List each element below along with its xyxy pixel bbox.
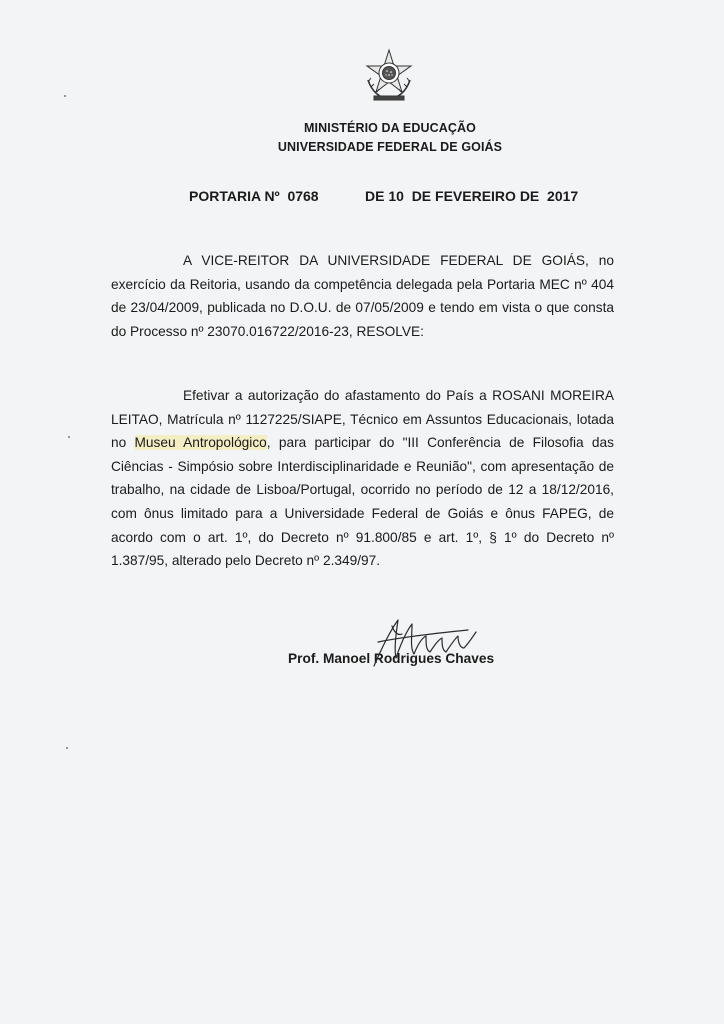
- resolution-text-part2: , para participar do "III Conferência de Filosofia das Ciências - Simpósio sobre Interdisciplinaridade e Reunião", com apresentação de trabalho, na cidade de Lisboa/Portugal, ocorrido no período de 12 a 18/12/2016, com ônus limitado para a Universidade Federal de Goiás e ônus FAPEG, de acordo com o art. 1º, do Decreto nº 91.800/85 e art. 1º, § 1º do Decreto nº 1.387/95, alterado pelo Decreto nº 2.349/97.: [111, 435, 614, 569]
- signatory-name: Prof. Manoel Rodrigues Chaves: [288, 651, 495, 666]
- scan-speck: [68, 436, 70, 438]
- portaria-number: PORTARIA Nº 0768: [189, 188, 319, 204]
- scan-speck: [64, 95, 66, 97]
- coat-of-arms-icon: [360, 46, 418, 104]
- preamble-paragraph: A VICE-REITOR DA UNIVERSIDADE FEDERAL DE GOIÁS, no exercício da Reitoria, usando da competência delegada pela Portaria MEC nº 404 de 23/04/2009, publicada no D.O.U. de 07/05/2009 e tendo em vista o que consta do Processo nº 23070.016722/2016-23, RESOLVE:: [111, 253, 614, 339]
- handwritten-signature: [368, 612, 488, 670]
- highlighted-department: Museu Antropológico: [134, 435, 267, 451]
- university-title: UNIVERSIDADE FEDERAL DE GOIÁS: [277, 140, 503, 154]
- ministry-title: MINISTÉRIO DA EDUCAÇÃO: [304, 121, 476, 135]
- resolution-paragraph: [111, 384, 614, 573]
- resolution-text-part1: Efetivar a autorização do afastamento do País a ROSANI MOREIRA LEITAO, Matrícula nº 1127225/SIAPE, Técnico em Assuntos Educacionais, lotada no: [111, 388, 614, 451]
- scan-speck: [66, 747, 68, 749]
- portaria-date: DE 10 DE FEVEREIRO DE 2017: [365, 188, 579, 204]
